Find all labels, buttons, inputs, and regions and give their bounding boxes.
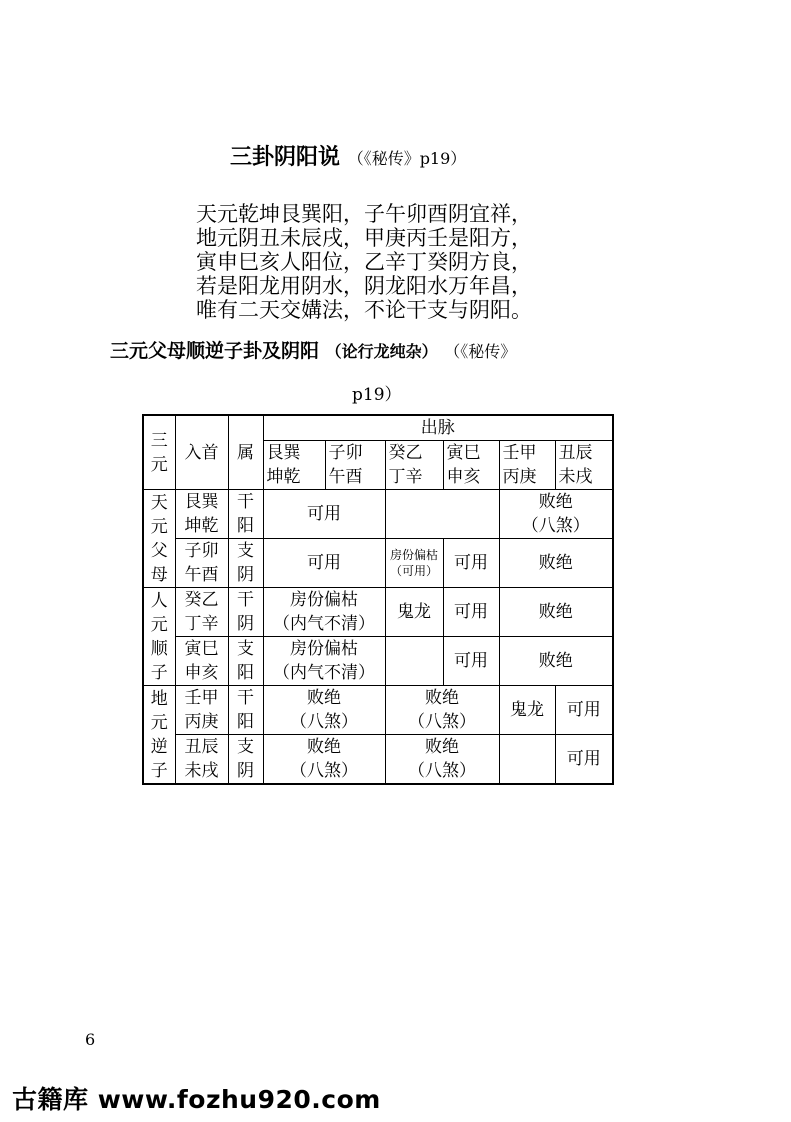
header-chumai-col: 子卯 午酉 [325,441,385,490]
poem-line: 地元阴丑未辰戌，甲庚丙壬是阳方， [196,226,532,250]
cell-keyong: 可用 [443,588,499,637]
header-chumai-col: 癸乙 丁辛 [385,441,443,490]
cell-fangfen: 房份偏枯 （内气不清） [263,637,385,686]
header-chumai-col: 艮巽 坤乾 [263,441,325,490]
title-text: 三卦阴阳说 [230,145,341,170]
cell-baijue: 败绝 [499,588,613,637]
cell-keyong: 可用 [555,735,613,785]
header-chumai-col: 丑辰 未戌 [555,441,613,490]
row-rushou: 癸乙 丁辛 [175,588,228,637]
group-tianyuan: 天 元 父 母 [143,490,175,588]
cell-baijue: 败绝 （八煞） [263,686,385,735]
row-shu: 支 阴 [228,735,263,785]
row-rushou: 壬甲 丙庚 [175,686,228,735]
cell-empty [499,735,555,785]
cell-guilong: 鬼龙 [499,686,555,735]
header-chumai: 出脉 [263,415,613,441]
cell-guilong: 鬼龙 [385,588,443,637]
header-chumai-col: 壬甲 丙庚 [499,441,555,490]
cell-keyong: 可用 [263,539,385,588]
row-shu: 干 阴 [228,588,263,637]
title-note: （论行龙纯杂） [325,342,438,361]
cell-keyong: 可用 [555,686,613,735]
group-diyuan: 地 元 逆 子 [143,686,175,785]
cell-keyong: 可用 [263,490,385,539]
group-renyuan: 人 元 顺 子 [143,588,175,686]
header-sanyuan: 三元 [143,415,175,490]
title-text: 三元父母顺逆子卦及阴阳 [110,340,320,362]
title-source: （《秘传》p19） [347,149,467,168]
cell-empty [385,637,443,686]
cell-baijue: 败绝 （八煞） [263,735,385,785]
row-shu: 支 阴 [228,539,263,588]
row-rushou: 子卯 午酉 [175,539,228,588]
poem-block [196,202,532,322]
header-shu: 属 [228,415,263,490]
title-source: （《秘传》 [444,342,517,361]
row-rushou: 艮巽 坤乾 [175,490,228,539]
cell-baijue: 败绝 （八煞） [385,735,499,785]
section-title-sangua-yinyang [230,140,466,171]
row-shu: 干 阳 [228,686,263,735]
cell-baijue: 败绝 [499,539,613,588]
header-chumai-col: 寅巳 申亥 [443,441,499,490]
cell-baijue: 败绝 （八煞） [385,686,499,735]
poem-line: 寅申巳亥人阳位，乙辛丁癸阴方良， [196,250,532,274]
cell-fangfen: 房份偏枯 （内气不清） [263,588,385,637]
poem-line: 若是阳龙用阴水，阴龙阳水万年昌， [196,274,532,298]
row-rushou: 丑辰 未戌 [175,735,228,785]
row-shu: 干 阳 [228,490,263,539]
poem-line: 唯有二天交媾法，不论干支与阴阳。 [196,298,532,322]
cell-empty [385,490,499,539]
title-source-continued: p19） [352,385,402,405]
row-rushou: 寅巳 申亥 [175,637,228,686]
cell-keyong: 可用 [443,637,499,686]
cell-baijue: 败绝 [499,637,613,686]
row-shu: 支 阳 [228,637,263,686]
page-number: 6 [85,1030,96,1049]
cell-keyong: 可用 [443,539,499,588]
cell-baijue: 败绝 （八煞） [499,490,613,539]
poem-line: 天元乾坤艮巽阳，子午卯酉阴宜祥， [196,202,532,226]
watermark-text: 古籍库 www.fozhu920.com [12,1085,381,1114]
section-title-sanyuan-fumu [110,336,516,363]
cell-fangfen-small: 房份偏枯 （可用） [385,539,443,588]
header-rushou: 入首 [175,415,228,490]
sanyuan-table [142,414,614,785]
